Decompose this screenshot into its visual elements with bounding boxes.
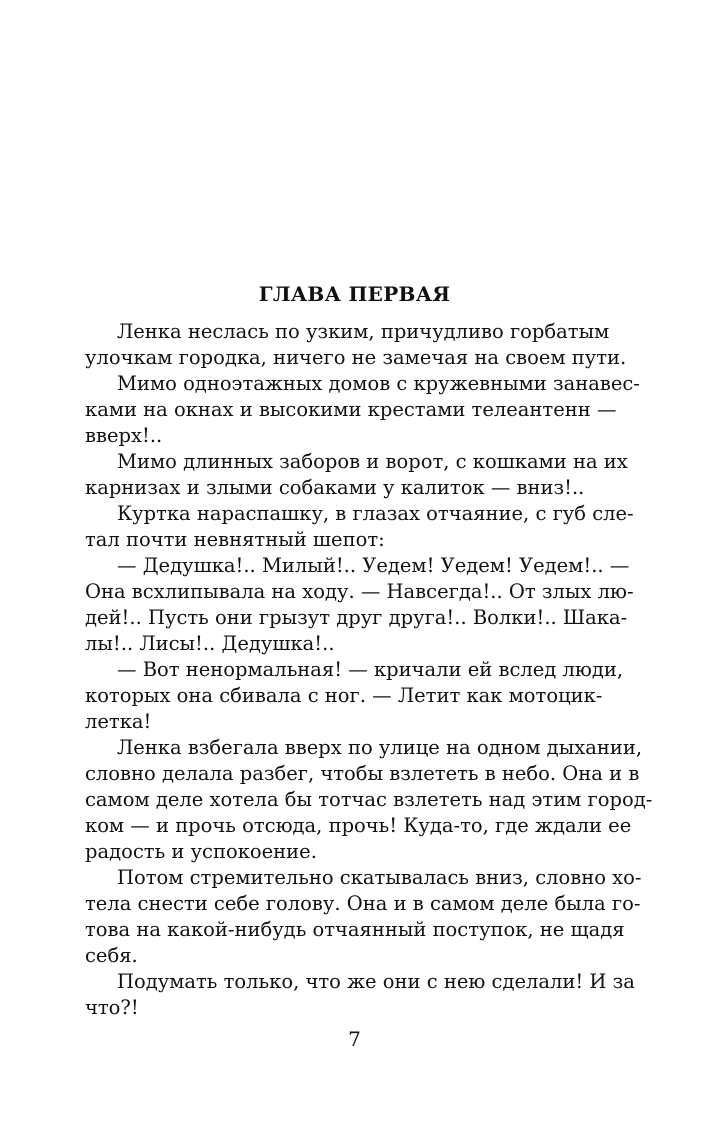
text-line: ками на окнах и высокими крестами телеантенн — [85,398,617,421]
text-line: Мимо длинных заборов и ворот, с кошками на их [117,450,628,473]
text-line: которых она сбивала с ног. — Летит как мотоцик- [85,684,603,707]
text-line: себя. [85,944,138,967]
text-line: Мимо одноэтажных домов с кружевными занавес- [117,372,640,395]
page-number: 7 [348,1027,361,1051]
text-line: — Вот ненормальная! — кричали ей вслед люди, [117,658,624,681]
text-line: тал почти невнятный шепот: [85,528,385,551]
text-line: улочкам городка, ничего не замечая на своем пути. [85,346,627,369]
text-line: вверх!.. [85,424,163,447]
text-line: — Дедушка!.. Милый!.. Уедем! Уедем! Уедем!.. — [117,554,630,577]
text-line: летка! [85,710,152,733]
text-line: карнизах и злыми собаками у калиток — вниз!.. [85,476,585,499]
text-line: това на какой-нибудь отчаянный поступок, не щадя [85,918,625,941]
chapter-title: ГЛАВА ПЕРВАЯ [258,282,451,306]
text-line: лы!.. Лисы!.. Дедушка!.. [85,632,335,655]
text-line: Она всхлипывала на ходу. — Навсегда!.. От злых лю- [85,580,634,603]
text-line: ком — и прочь отсюда, прочь! Куда-то, где ждали ее [85,814,632,837]
text-line: Подумать только, что же они с нею сделали! И за [117,970,635,993]
text-line: дей!.. Пусть они грызут друг друга!.. Волки!.. Шака- [85,606,628,629]
text-line: словно делала разбег, чтобы взлететь в небо. Она и в [85,762,640,785]
text-line: Ленка взбегала вверх по улице на одном дыхании, [117,736,643,759]
text-line: радость и успокоение. [85,840,317,863]
text-line: Куртка нараспашку, в глазах отчаяние, с губ сле- [117,502,634,525]
text-line: что?! [85,996,139,1019]
text-line: тела снести себе голову. Она и в самом деле была го- [85,892,641,915]
text-line: Ленка неслась по узким, причудливо горбатым [117,320,610,343]
text-line: Потом стремительно скатывалась вниз, словно хо- [117,866,642,889]
text-line: самом деле хотела бы тотчас взлететь над этим город- [85,788,653,811]
